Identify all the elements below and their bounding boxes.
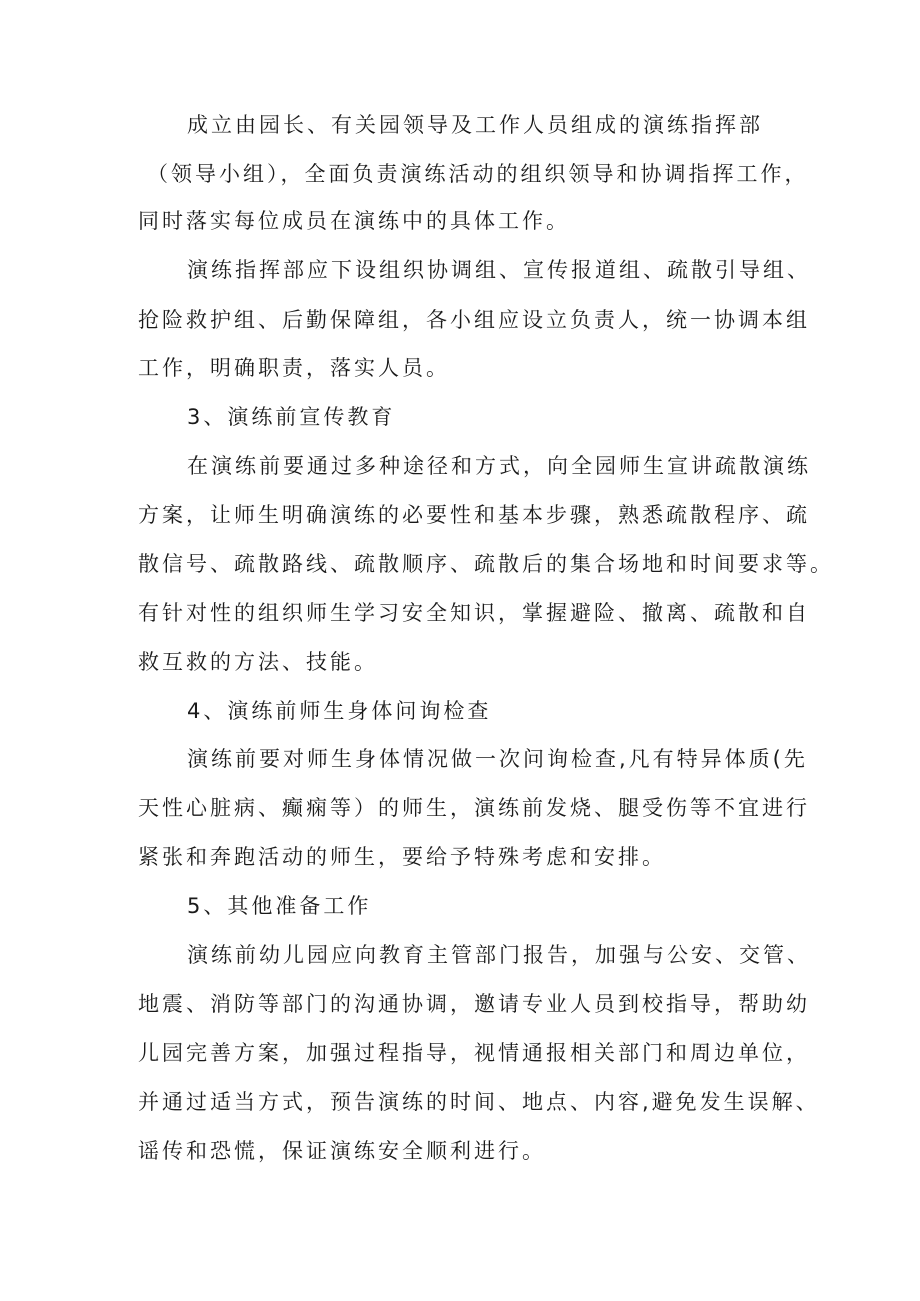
- text-line: 方案，让师生明确演练的必要性和基本步骤，熟悉疏散程序、疏: [138, 503, 810, 527]
- text-line: 并通过适当方式，预告演练的时间、地点、内容,避免发生误解、: [138, 1090, 820, 1114]
- text-line: 成立由园长、有关园领导及工作人员组成的演练指挥部: [187, 113, 763, 137]
- text-line: 散信号、疏散路线、疏散顺序、疏散后的集合场地和时间要求等。: [138, 552, 834, 576]
- text-line: 地震、消防等部门的沟通协调，邀请专业人员到校指导，帮助幼: [138, 992, 810, 1016]
- text-line: 紧张和奔跑活动的师生，要给予特殊考虑和安排。: [138, 845, 666, 869]
- text-line: 工作，明确职责，落实人员。: [138, 356, 450, 380]
- section-heading: 5、其他准备工作: [187, 894, 372, 918]
- section-heading: 4、演练前师生身体问询检查: [187, 699, 492, 723]
- text-line: 同时落实每位成员在演练中的具体工作。: [138, 209, 570, 233]
- text-line: 在演练前要通过多种途径和方式，向全园师生宣讲疏散演练: [187, 454, 811, 478]
- text-line: 天性心脏病、癫痫等）的师生，演练前发烧、腿受伤等不宜进行: [138, 796, 810, 820]
- text-line: 救互救的方法、技能。: [138, 650, 378, 674]
- text-line: 谣传和恐慌，保证演练安全顺利进行。: [138, 1139, 546, 1163]
- text-line: 演练前幼儿园应向教育主管部门报告，加强与公安、交管、: [187, 943, 811, 967]
- text-line: 儿园完善方案，加强过程指导，视情通报相关部门和周边单位，: [138, 1041, 810, 1065]
- text-line: 演练指挥部应下设组织协调组、宣传报道组、疏散引导组、: [187, 258, 811, 282]
- section-heading: 3、演练前宣传教育: [187, 405, 396, 429]
- text-line: 有针对性的组织师生学习安全知识，掌握避险、撤离、疏散和自: [138, 601, 810, 625]
- text-line: 抢险救护组、后勤保障组，各小组应设立负责人，统一协调本组: [138, 308, 810, 332]
- text-line: 演练前要对师生身体情况做一次问询检查,凡有特异体质(先: [187, 747, 808, 771]
- text-line: （领导小组），全面负责演练活动的组织领导和协调指挥工作，: [147, 162, 809, 186]
